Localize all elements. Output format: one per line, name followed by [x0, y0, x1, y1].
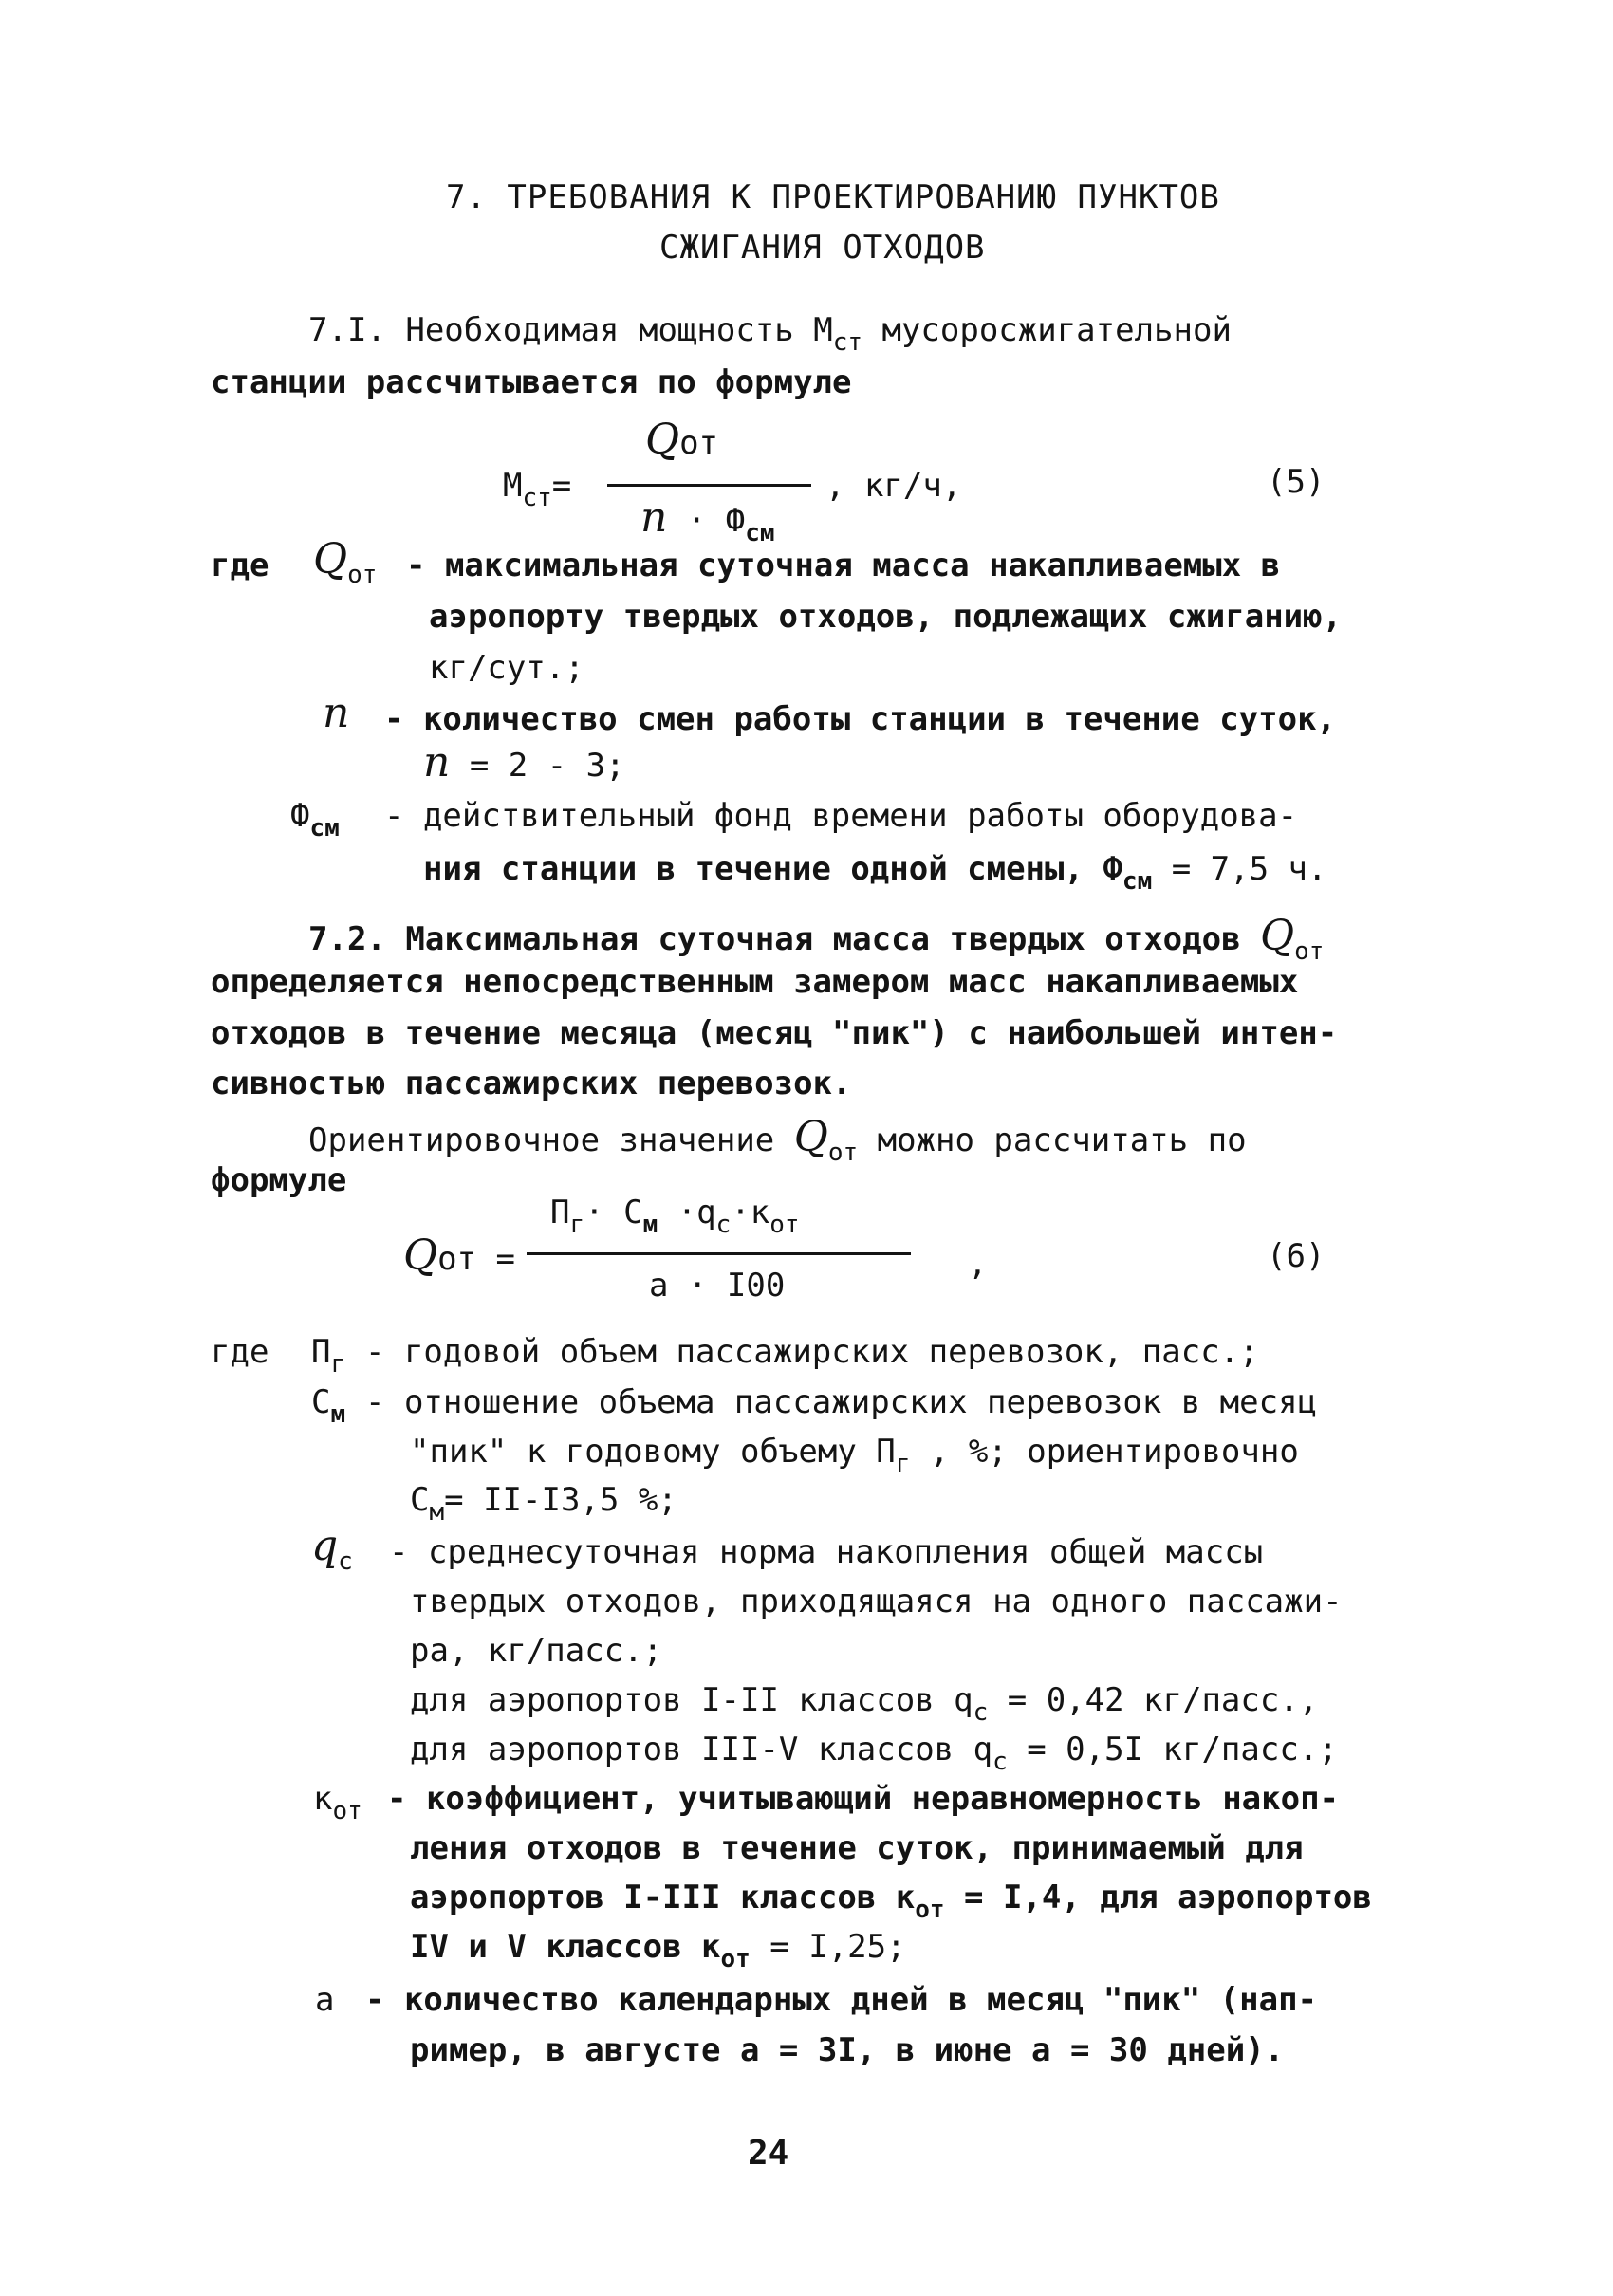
- para-7-2-line4: сивностью пассажирских перевозок.: [211, 1065, 852, 1102]
- formula-6-numerator: $П_г\cdot С_м \cdot q_c\cdot к_{от}$: [550, 1194, 800, 1239]
- def-phi-line1: - действительный фонд времени работы оборудова-: [384, 797, 1298, 835]
- para-7-2-line1: 7.2. Максимальная суточная масса твердых отходов $Q_{от}$: [308, 912, 1325, 966]
- def-q-line2: аэропорту твердых отходов, подлежащих сжиганию,: [429, 598, 1343, 636]
- formula-5-lhs: $М_{ст}=$: [503, 467, 572, 512]
- def-n-symbol: n: [323, 689, 350, 737]
- def-n-line1: - количество смен работы станции в течение суток,: [384, 700, 1337, 738]
- para-7-2-line2: определяется непосредственным замером масс накапливаемых: [211, 963, 1299, 1001]
- formula-6-comma: ,: [968, 1245, 988, 1283]
- def-n-line2: n = 2 - 3;: [423, 738, 625, 787]
- def-p-line1: - годовой объем пассажирских перевозок, пасс.;: [365, 1333, 1259, 1371]
- section-heading-line2: СЖИГАНИЯ ОТХОДОВ: [659, 229, 986, 267]
- def-c-line1: - отношение объема пассажирских перевозок в месяц: [365, 1383, 1318, 1421]
- where-label-5: где: [211, 546, 269, 584]
- def-qc-line2: твердых отходов, приходящаяся на одного пассажи-: [410, 1583, 1343, 1620]
- def-a-symbol: а: [315, 1981, 335, 2019]
- def-qc-line1: - среднесуточная норма накопления общей массы: [389, 1533, 1264, 1571]
- where-label-6: где: [211, 1333, 269, 1371]
- formula-5-fraction-bar: [607, 484, 811, 487]
- formula-5-numerator: Qот: [645, 416, 719, 464]
- def-phi-symbol: $Ф_{см}$: [290, 797, 340, 842]
- def-k-line1: - коэффициент, учитывающий неравномерность накоп-: [387, 1780, 1340, 1818]
- def-k-line3: аэропортов I-III классов $к_{от} = I,4$, для аэропортов: [410, 1879, 1372, 1924]
- section-heading-line1: 7. ТРЕБОВАНИЯ К ПРОЕКТИРОВАНИЮ ПУНКТОВ: [446, 178, 1220, 216]
- def-c-line2: "пик" к годовому объему $П_г$ , %; ориентировочно: [410, 1433, 1299, 1478]
- def-c-line3: $С_м= II-I3,5$ %;: [410, 1481, 677, 1527]
- formula-5-denominator: $n \cdot Ф_{см}$: [640, 493, 775, 547]
- para-7-2-line6: формуле: [211, 1161, 347, 1199]
- formula-6-number: (6): [1267, 1237, 1326, 1275]
- def-k-symbol: $к_{от}$: [313, 1780, 362, 1825]
- def-qc-line5: для аэропортов III-V классов $q_c = 0,5I$ кг/пасс.;: [410, 1731, 1338, 1776]
- def-p-symbol: $П_г$: [311, 1333, 346, 1379]
- def-a-line1: - количество календарных дней в месяц "пик" (нап-: [365, 1981, 1318, 2019]
- formula-5-number: (5): [1267, 463, 1326, 501]
- def-c-symbol: $С_м$: [311, 1383, 346, 1429]
- def-q-symbol: $Q_{от}$: [313, 535, 378, 589]
- formula-6-denominator: а · I00: [649, 1267, 786, 1305]
- para-7-2-line5: Ориентировочное значение $Q_{от}$ можно рассчитать по: [308, 1113, 1247, 1167]
- formula-6-fraction-bar: [527, 1252, 911, 1255]
- formula-6-lhs: Qот =: [403, 1231, 515, 1280]
- def-q-line1: - максимальная суточная масса накапливаемых в: [406, 546, 1281, 584]
- para-7-1-line1: 7.I. Необходимая мощность $М_{ст}$ мусоросжигательной: [308, 311, 1232, 357]
- para-7-1-line2: станции рассчитывается по формуле: [211, 363, 852, 401]
- para-7-2-line3: отходов в течение месяца (месяц "пик") с наибольшей интен-: [211, 1014, 1338, 1052]
- page-number: 24: [748, 2134, 789, 2173]
- formula-5-unit: , кг/ч,: [825, 467, 962, 505]
- def-k-line2: ления отходов в течение суток, принимаемый для: [410, 1829, 1304, 1867]
- def-qc-line3: ра, кг/пасс.;: [410, 1632, 663, 1670]
- def-a-line2: ример, в августе а = 3I, в июне а = 30 дней).: [410, 2031, 1285, 2069]
- def-q-line3: кг/сут.;: [429, 649, 584, 687]
- def-qc-line4: для аэропортов I-II классов $q_c = 0,42$ кг/пасс.,: [410, 1681, 1319, 1727]
- def-qc-symbol: $q_c$: [311, 1522, 353, 1576]
- def-phi-line2: ния станции в течение одной смены, $Ф_{см} = 7,5$ ч.: [423, 850, 1327, 896]
- def-k-line4: IV и V классов $к_{от} = I,25$;: [410, 1928, 906, 1973]
